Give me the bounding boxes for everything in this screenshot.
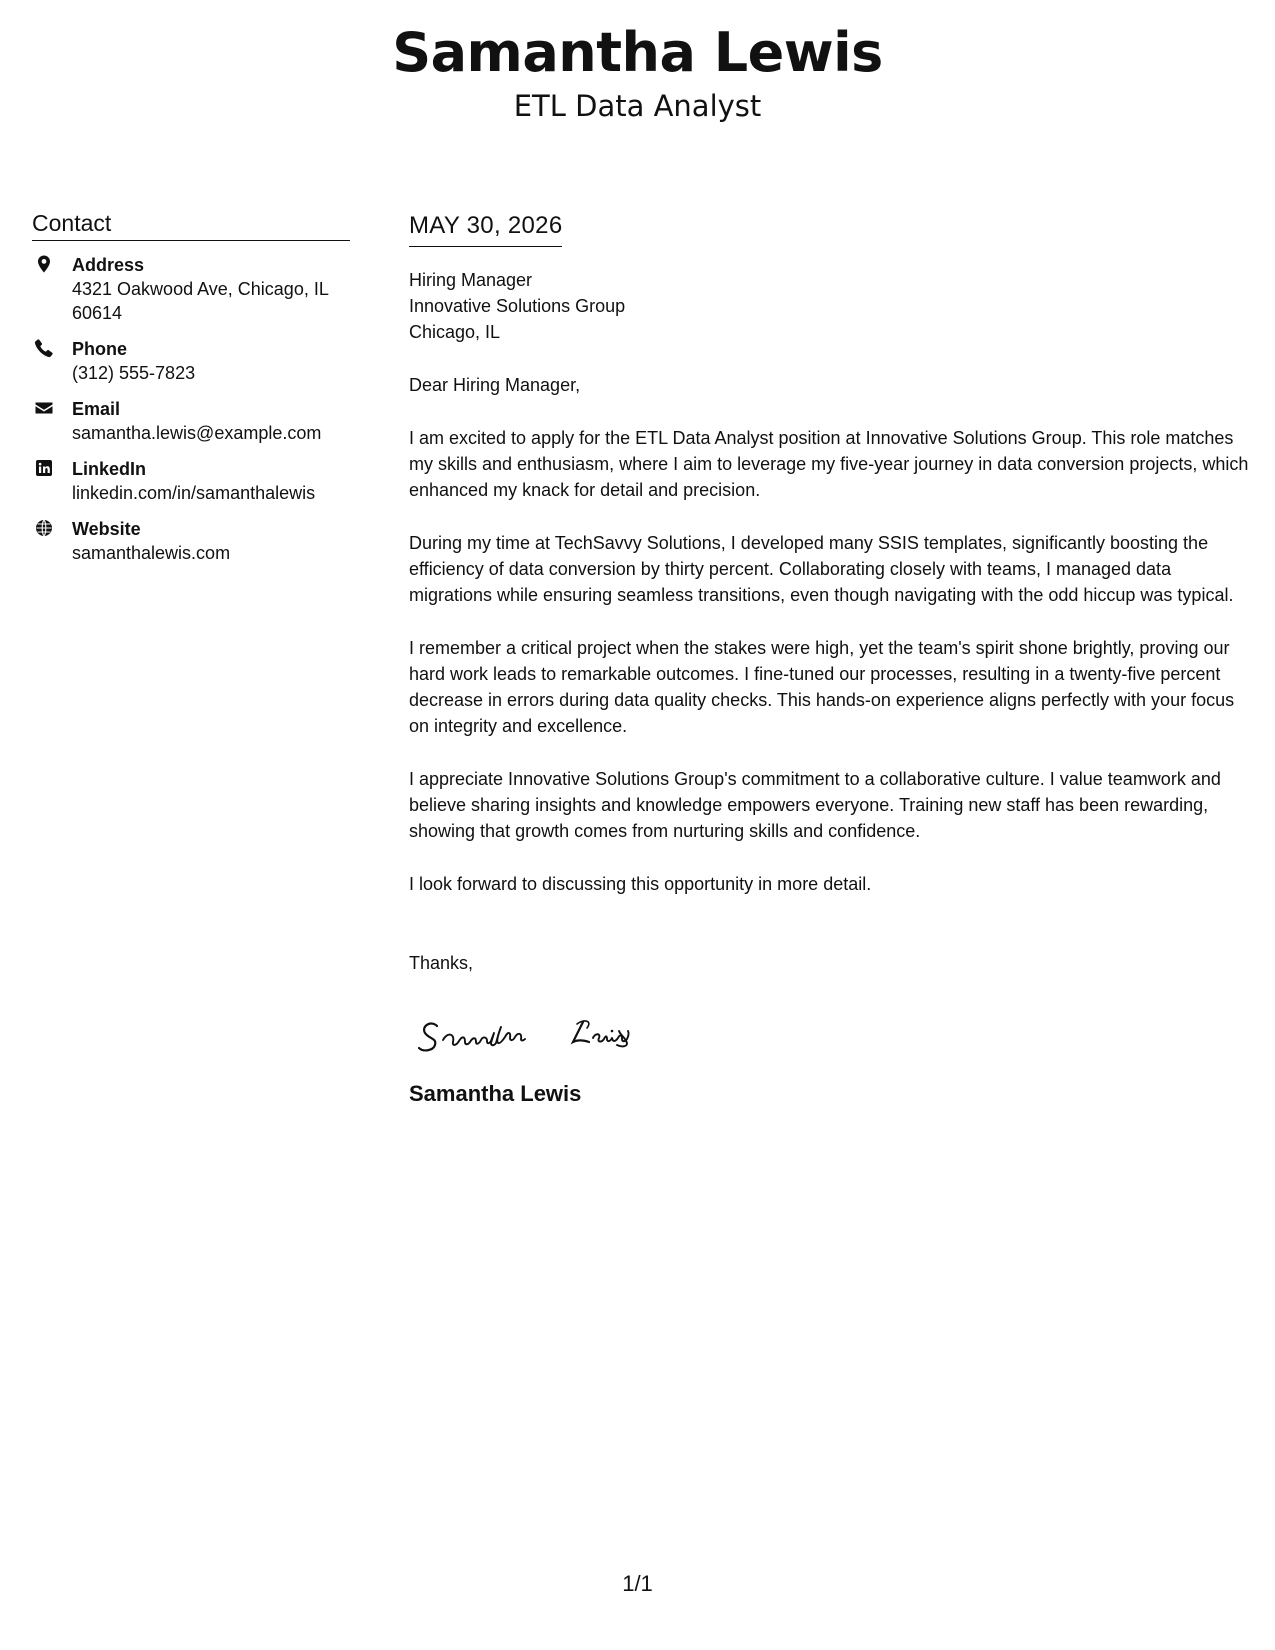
body-paragraph: I remember a critical project when the stakes were high, yet the team's spirit shone brightly, proving our hard work leads to remarkable outcomes. I fine-tuned our processes, resulting in a twenty-five percent decrease in errors during data quality checks. This hands-on experience aligns perfectly with your focus on integrity and excellence. xyxy=(409,638,1235,736)
contact-label: Email xyxy=(72,399,121,419)
contact-value: samantha.lewis@example.com xyxy=(72,423,322,443)
closing: Thanks, xyxy=(409,953,474,973)
contact-item-website xyxy=(32,517,350,565)
recipient-line: Chicago, IL xyxy=(409,322,501,342)
body-paragraph: I am excited to apply for the ETL Data Analyst position at Innovative Solutions Group. This role matches my skills and enthusiasm, where I aim to leverage my five-year journey in data conversion projects, which enhanced my knack for detail and precision. xyxy=(409,428,1249,500)
letter-body xyxy=(409,210,1249,1108)
recipient-line: Innovative Solutions Group xyxy=(409,296,626,316)
contact-item-phone xyxy=(32,337,350,385)
recipient-block xyxy=(409,267,1249,345)
phone-icon xyxy=(34,338,54,358)
job-title: ETL Data Analyst xyxy=(513,89,762,123)
letter-date: MAY 30, 2026 xyxy=(409,210,562,247)
contact-value: 4321 Oakwood Ave, Chicago, IL 60614 xyxy=(72,279,329,323)
letter-header xyxy=(0,18,1275,124)
contact-section-title: Contact xyxy=(32,208,350,241)
applicant-name: Samantha Lewis xyxy=(392,21,883,84)
greeting: Dear Hiring Manager, xyxy=(409,375,581,395)
contact-label: Website xyxy=(72,519,141,539)
contact-item-email xyxy=(32,397,350,445)
contact-value: (312) 555-7823 xyxy=(72,363,196,383)
contact-sidebar xyxy=(32,208,350,577)
body-paragraph: During my time at TechSavvy Solutions, I developed many SSIS templates, significantly boosting the efficiency of data conversion by thirty percent. Collaborating closely with teams, I managed data migrations while ensuring seamless transitions, even though navigating with the odd hiccup was typical. xyxy=(409,533,1234,605)
page-number: 1/1 xyxy=(622,1571,653,1596)
contact-label: LinkedIn xyxy=(72,459,147,479)
body-paragraph: I appreciate Innovative Solutions Group's commitment to a collaborative culture. I value teamwork and believe sharing insights and knowledge empowers everyone. Training new staff has been rewarding, showing that growth comes from nurturing skills and confidence. xyxy=(409,769,1221,841)
envelope-icon xyxy=(34,398,54,418)
contact-label: Phone xyxy=(72,339,128,359)
contact-value: linkedin.com/in/samanthalewis xyxy=(72,483,316,503)
globe-icon xyxy=(34,518,54,538)
signer-name: Samantha Lewis xyxy=(409,1081,582,1106)
contact-item-address xyxy=(32,253,350,325)
map-pin-icon xyxy=(34,254,54,274)
contact-label: Address xyxy=(72,255,145,275)
recipient-line: Hiring Manager xyxy=(409,270,533,290)
handwritten-signature xyxy=(415,1004,1249,1064)
contact-value: samanthalewis.com xyxy=(72,543,231,563)
linkedin-icon xyxy=(34,458,54,478)
contact-item-linkedin xyxy=(32,457,350,505)
body-paragraph: I look forward to discussing this opportunity in more detail. xyxy=(409,874,872,894)
